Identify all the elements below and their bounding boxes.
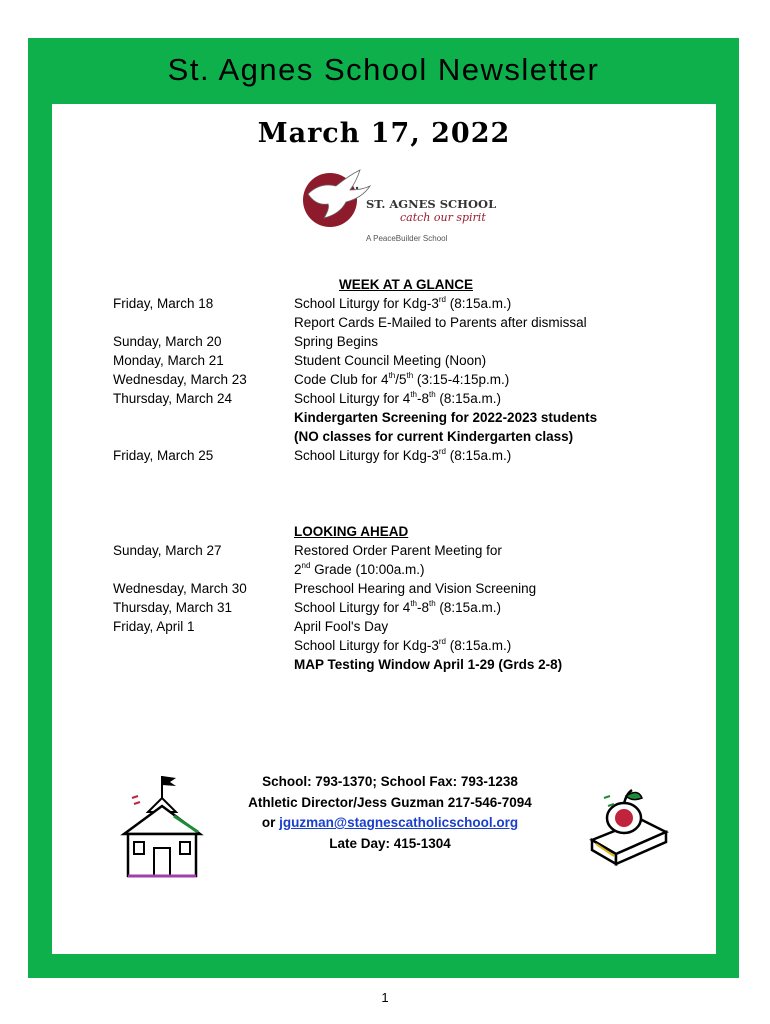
ahead-event: School Liturgy for Kdg-3rd (8:15a.m.) [294,637,512,653]
late-day: Late Day: 415-1304 [329,835,451,851]
logo-subtitle: A PeaceBuilder School [366,234,448,243]
week-date: Wednesday, March 23 [113,372,247,387]
ahead-event: Restored Order Parent Meeting for [294,543,502,558]
week-event: Spring Begins [294,334,379,349]
week-event: Report Cards E-Mailed to Parents after dismissal [294,315,587,330]
logo-tagline: catch our spirit [400,211,486,224]
week-event: Code Club for 4th/5th (3:15-4:15p.m.) [294,371,510,387]
ahead-date: Sunday, March 27 [113,543,222,558]
ahead-event-highlight: MAP Testing Window April 1-29 (Grds 2-8) [294,657,563,672]
athletic-director: Athletic Director/Jess Guzman 217-546-7094 [248,794,532,810]
ahead-dates [113,541,247,636]
dove-logo-icon [300,164,500,246]
week-date: Friday, March 18 [113,296,214,311]
schoolhouse-icon [118,772,210,885]
email-line: or jguzman@stagnescatholicschool.org [261,815,519,830]
week-event: School Liturgy for Kdg-3rd (8:15a.m.) [294,295,512,311]
ahead-date: Friday, April 1 [113,619,195,634]
week-date: Monday, March 21 [113,353,224,368]
ahead-event: Preschool Hearing and Vision Screening [294,581,537,596]
contact-block [200,772,580,854]
ahead-event: April Fool's Day [294,619,389,634]
week-dates [113,294,247,465]
ahead-date: Thursday, March 31 [113,600,233,615]
newsletter-title: St. Agnes School Newsletter [167,52,600,87]
week-events [294,275,597,465]
newsletter-date: March 17, 2022 [257,118,511,149]
school-phone: School: 793-1370; School Fax: 793-1238 [262,774,518,789]
ahead-events [294,522,562,674]
apple-book-icon [586,780,672,875]
week-date: Friday, March 25 [113,448,214,463]
school-logo [300,164,500,246]
week-event-highlight: Kindergarten Screening for 2022-2023 students [294,410,598,425]
page-number: 1 [381,990,389,1005]
ahead-event: 2nd Grade (10:00a.m.) [294,561,425,577]
email-link[interactable]: jguzman@stagnescatholicschool.org [279,815,519,830]
ahead-heading: LOOKING AHEAD [294,524,409,539]
week-event: School Liturgy for Kdg-3rd (8:15a.m.) [294,447,512,463]
week-event: School Liturgy for 4th-8th (8:15a.m.) [294,390,501,406]
logo-name: ST. AGNES SCHOOL [366,197,497,211]
week-date: Thursday, March 24 [113,391,233,406]
week-event-highlight: (NO classes for current Kindergarten class) [294,429,574,444]
week-date: Sunday, March 20 [113,334,222,349]
ahead-event: School Liturgy for 4th-8th (8:15a.m.) [294,599,501,615]
ahead-date: Wednesday, March 30 [113,581,247,596]
week-event: Student Council Meeting (Noon) [294,353,487,368]
week-heading: WEEK AT A GLANCE [339,277,473,292]
